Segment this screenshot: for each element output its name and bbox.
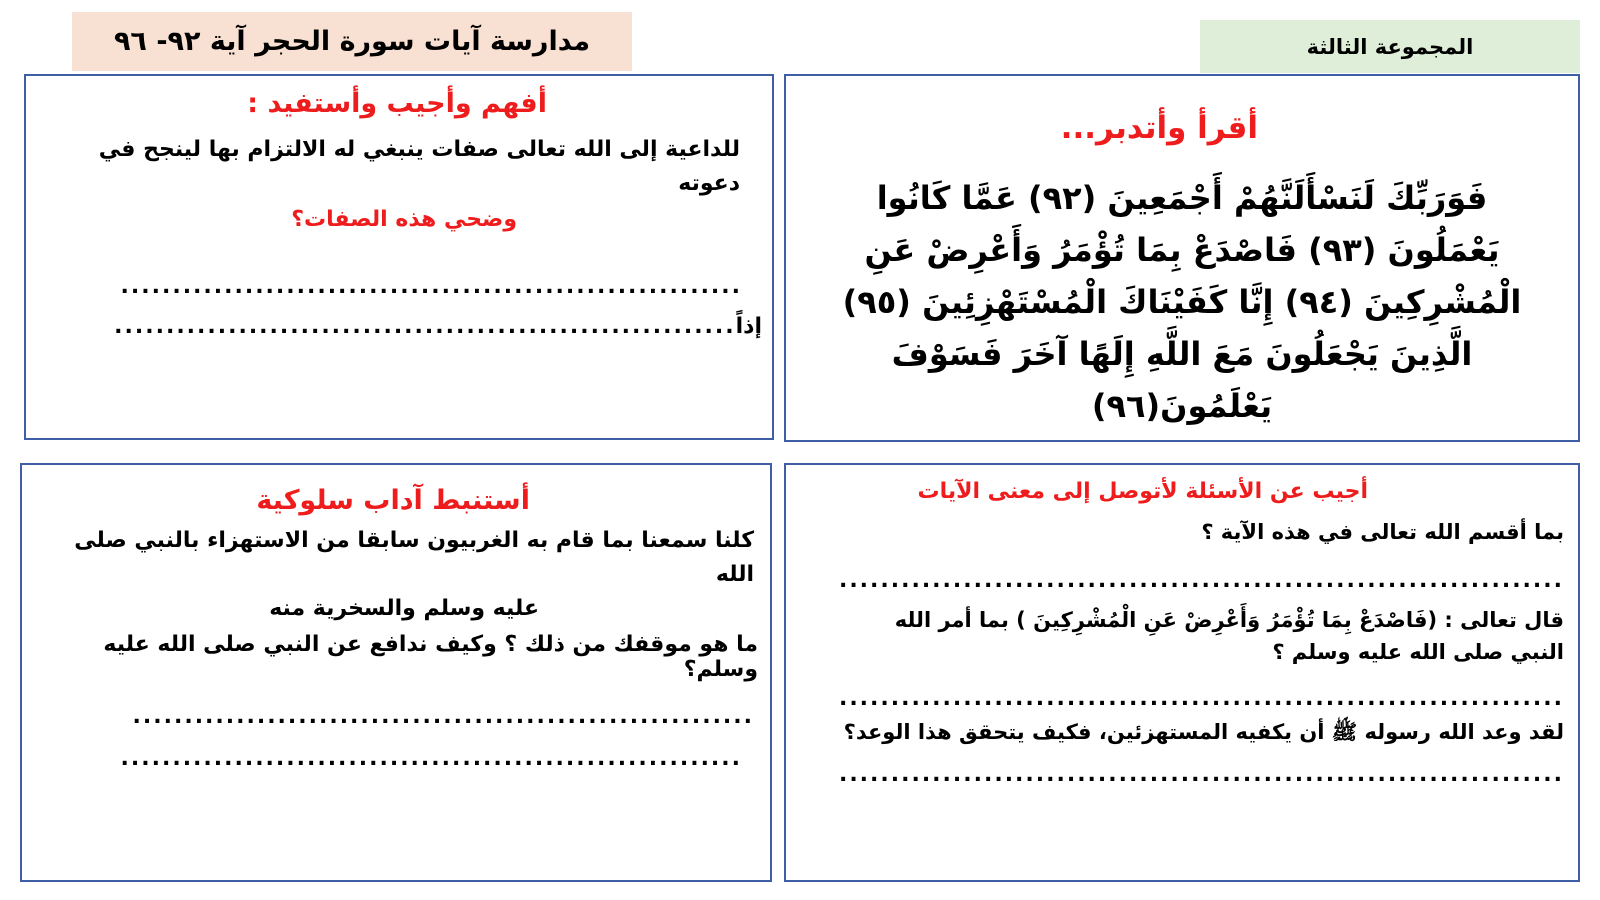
- question-1: بما أقسم الله تعالى في هذه الآية ؟: [1201, 520, 1564, 544]
- answer-line-1[interactable]: ............................................................: [132, 706, 754, 728]
- deduce-question: ما هو موقفك من ذلك ؟ وكيف ندافع عن النبي صلى الله عليه وسلم؟: [103, 632, 758, 682]
- deduce-text-line-2: عليه وسلم والسخرية منه: [269, 596, 539, 621]
- answer-dots: ............................................................: [114, 315, 736, 338]
- answer-line-2[interactable]: ......................................................................: [838, 688, 1564, 710]
- quran-verses: فَوَرَبِّكَ لَنَسْأَلَنَّهُمْ أَجْمَعِينَ (٩٢) عَمَّا كَانُوا يَعْمَلُونَ (٩٣) فَاصْدَعْ بِمَا تُؤْمَرُ وَأَعْرِضْ عَنِ الْمُشْرِكِينَ (٩٤) إِنَّا كَفَيْنَاكَ الْمُسْتَهْزِئِينَ (٩٥) الَّذِينَ يَجْعَلُونَ مَعَ اللَّهِ إِلَهًا آخَرَ فَسَوْفَ يَعْلَمُونَ(٩٦): [842, 179, 1522, 425]
- deduce-text-line-1: كلنا سمعنا بما قام به الغربيون سابقا من الاستهزاء بالنبي صلى الله: [74, 528, 754, 587]
- understand-question: وضحي هذه الصفات؟: [291, 207, 517, 232]
- answer-questions-heading: أجيب عن الأسئلة لأتوصل إلى معنى الآيات: [917, 479, 1368, 504]
- deduce-text: [22, 516, 770, 626]
- answer-line-2[interactable]: ............................................................: [120, 748, 742, 770]
- understand-answer-panel: [24, 74, 774, 440]
- lesson-title: مدارسة آيات سورة الحجر آية ٩٢- ٩٦: [72, 12, 632, 71]
- understand-text: للداعية إلى الله تعالى صفات ينبغي له الالتزام بها لينجح في دعوته: [98, 137, 740, 196]
- read-reflect-panel: [784, 74, 1580, 442]
- answer-line-therefore[interactable]: [46, 314, 762, 339]
- deduce-heading: أستنبط آداب سلوكية: [256, 485, 530, 516]
- answer-line[interactable]: ............................................................: [120, 276, 742, 298]
- answer-questions-panel: [784, 463, 1580, 882]
- answer-line-3[interactable]: ......................................................................: [838, 764, 1564, 786]
- group-label: المجموعة الثالثة: [1200, 20, 1580, 73]
- question-2: قال تعالى : (فَاصْدَعْ بِمَا تُؤْمَرُ وَأَعْرِضْ عَنِ الْمُشْرِكِينَ ) بما أمر الله النبي صلى الله عليه وسلم ؟: [894, 608, 1564, 664]
- deduce-manners-panel: [20, 463, 772, 882]
- answer-line-1[interactable]: ......................................................................: [838, 570, 1564, 592]
- therefore-label: إذاً: [735, 314, 762, 339]
- understand-heading: أفهم وأجيب وأستفيد :: [247, 88, 547, 119]
- read-reflect-heading: أقرأ وأتدبر...: [1060, 110, 1258, 146]
- question-3: لقد وعد الله رسوله ﷺ أن يكفيه المستهزئين، فكيف يتحقق هذا الوعد؟: [843, 720, 1564, 744]
